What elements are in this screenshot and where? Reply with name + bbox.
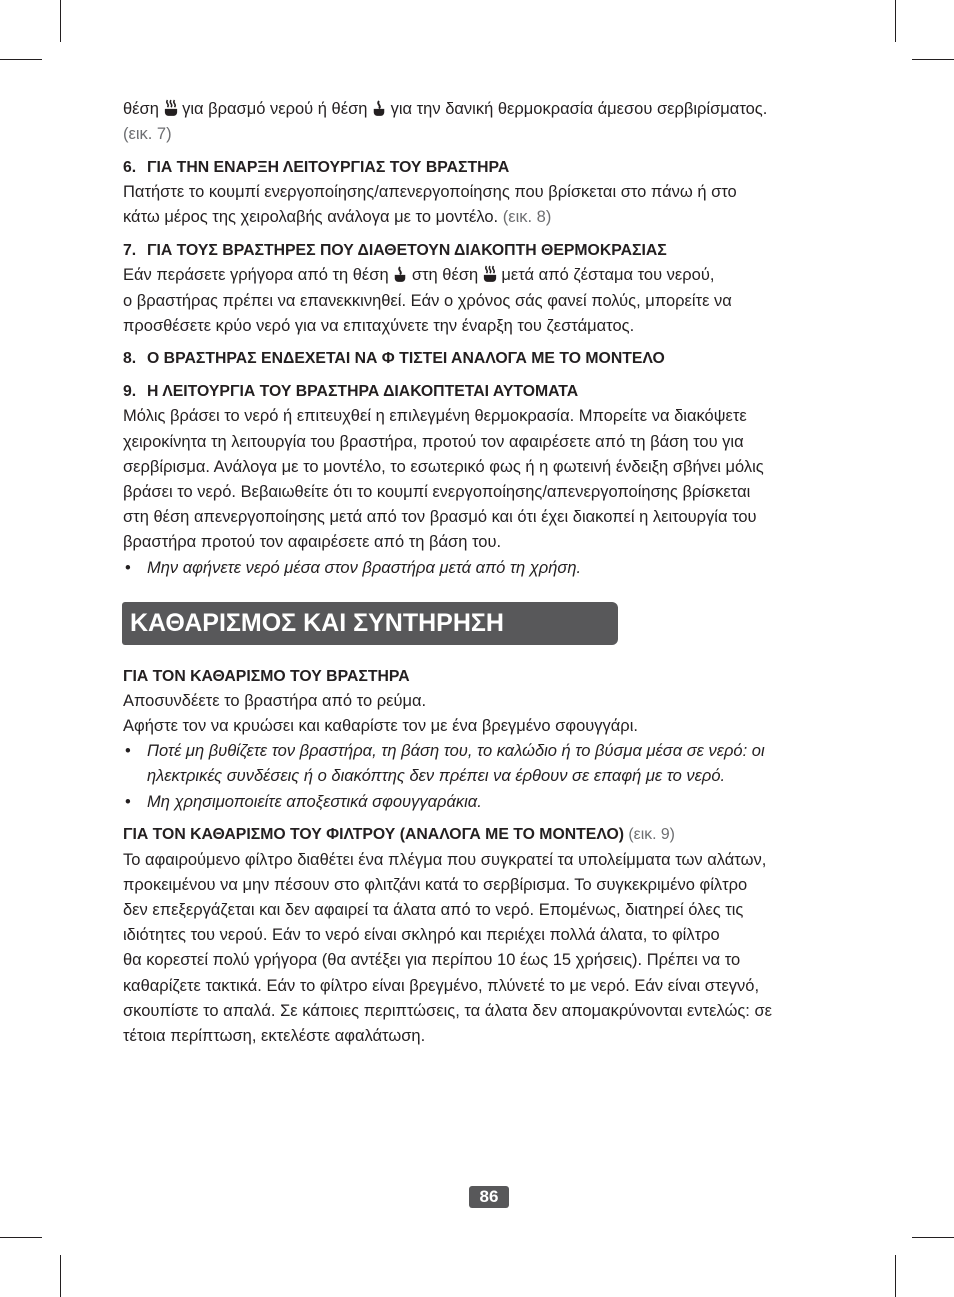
figure-reference: (εικ. 9) (628, 826, 675, 844)
section-heading-8 (123, 346, 863, 371)
bullet-text: Ποτέ μη βυθίζετε τον βραστήρα, τη βάση του, το καλώδιο ή το βύσμα μέσα σε νερό: οι (147, 742, 765, 761)
intro-figure-line (123, 122, 863, 147)
section-heading-6 (123, 155, 863, 180)
warm-setting-icon (393, 265, 407, 283)
page-number-badge (469, 1186, 509, 1208)
intro-text-segment: θέση (123, 100, 159, 118)
crop-mark-top-right-horizontal (912, 59, 954, 60)
figure-reference: (εικ. 7) (123, 125, 172, 144)
body-text-line: Αποσυνδέετε το βραστήρα από το ρεύμα. (123, 691, 427, 710)
crop-mark-top-left-horizontal (0, 59, 42, 60)
crop-mark-bottom-right-horizontal (912, 1237, 954, 1238)
body-text-line (123, 205, 863, 230)
bullet-text: Μη χρησιμοποιείτε αποξεστικά σφουγγαράκια. (147, 792, 482, 811)
section-title: Ο ΒΡΑΣΤΗΡΑΣ ΕΝΔΕΧΕΤΑΙ ΝΑ Φ ΤΙΣΤΕΙ ΑΝΑΛΟΓΑ ΜΕ ΤΟ ΜΟΝΤΕΛΟ (147, 350, 665, 368)
section-heading-7 (123, 238, 863, 263)
body-text-line: θα κορεστεί πολύ γρήγορα (θα αντέξει για περίπου 10 έως 15 χρήσεις). Πρέπει να το (123, 951, 741, 970)
section-banner-title: ΚΑΘΑΡΙΣΜΟΣ ΚΑΙ ΣΥΝΤΗΡΗΣΗ (130, 609, 504, 638)
body-text-segment: Εάν περάσετε γρήγορα από τη θέση (123, 266, 389, 285)
body-text-line: δεν επεξεργάζεται και δεν αφαιρεί τα άλατα από το νερό. Επομένως, διατηρεί όλες τις (123, 901, 744, 920)
section-number: 9. (123, 383, 137, 401)
section-number: 8. (123, 350, 137, 368)
warm-setting-icon (372, 99, 386, 117)
body-text-line (123, 263, 863, 288)
intro-text-line (123, 97, 863, 122)
body-text-line: προκειμένου να μην πέσουν στο φλιτζάνι κατά το σερβίρισμα. Το συγκεκριμένο φίλτρο (123, 875, 748, 894)
body-text-line: καθαρίζετε τακτικά. Εάν το φίλτρο είναι βρεγμένο, πλύνετέ το με νερό. Εάν είναι στεγνό, (123, 976, 760, 995)
body-text-line: χειροκίνητα τη λειτουργία του βραστήρα, προτού τον αφαιρέσετε από τη βάση του για (123, 432, 744, 451)
body-text-line: ιδιότητες του νερού. Εάν το νερό είναι σκληρό και περιέχει πολλά άλατα, το φίλτρο (123, 926, 720, 945)
section-heading-9 (123, 379, 863, 404)
body-text-line: σερβίρισμα. Ανάλογα με το μοντέλο, το εσωτερικό φως ή η φωτεινή ένδειξη σβήνει μόλις (123, 457, 764, 476)
body-text-line: τέτοια περίπτωση, εκτελέστε αφαλάτωση. (123, 1026, 426, 1045)
body-text-line: ο βραστήρας πρέπει να επανεκκινηθεί. Εάν ο χρόνος σάς φανεί πολύς, μπορείτε να (123, 291, 732, 310)
bullet-text: Μην αφήνετε νερό μέσα στον βραστήρα μετά από τη χρήση. (147, 558, 582, 577)
bullet-continuation: ηλεκτρικές συνδέσεις ή ο διακόπτης δεν πρέπει να έρθουν σε επαφή με το νερό. (147, 767, 726, 786)
subsection-heading-kettle: ΓΙΑ ΤΟΝ ΚΑΘΑΡΙΣΜΟ ΤΟΥ ΒΡΑΣΤΗΡΑ (123, 667, 410, 685)
crop-mark-bottom-right-vertical (895, 1255, 896, 1297)
body-text-line: προσθέσετε κρύο νερό για να επιταχύνετε την έναρξη του ζεστάματος. (123, 316, 635, 335)
bullet-item (123, 556, 863, 581)
bullet-marker: • (125, 742, 131, 761)
body-text-line: Μόλις βράσει το νερό ή επιτευχθεί η επιλεγμένη θερμοκρασία. Μπορείτε να διακόψετε (123, 407, 747, 426)
section-number: 6. (123, 158, 137, 176)
body-text-segment: μετά από ζέσταμα του νερού, (501, 266, 715, 285)
body-text-line: Αφήστε τον να κρυώσει και καθαρίστε τον με ένα βρεγμένο σφουγγάρι. (123, 717, 638, 736)
section-title: ΓΙΑ ΤΟΥΣ ΒΡΑΣΤΗΡΕΣ ΠΟΥ ΔΙΑΘΕΤΟΥΝ ΔΙΑΚΟΠΤΗ ΘΕΡΜΟΚΡΑΣΙΑΣ (147, 242, 667, 260)
body-text-line: Το αφαιρούμενο φίλτρο διαθέτει ένα πλέγμα που συγκρατεί τα υπολείμματα των αλάτων, (123, 850, 767, 869)
body-text-line: σκουπίστε το απαλά. Σε κάποιες περιπτώσεις, τα άλατα δεν απομακρύνονται εντελώς: σε (123, 1001, 772, 1020)
bullet-item (123, 739, 863, 764)
section-title: ΓΙΑ ΤΗΝ ΕΝΑΡΞΗ ΛΕΙΤΟΥΡΓΙΑΣ ΤΟΥ ΒΡΑΣΤΗΡΑ (147, 158, 510, 176)
subsection-title: ΓΙΑ ΤΟΝ ΚΑΘΑΡΙΣΜΟ ΤΟΥ ΦΙΛΤΡΟΥ (ΑΝΑΛΟΓΑ ΜΕ ΤΟ ΜΟΝΤΕΛΟ) (123, 826, 624, 844)
bullet-item (123, 790, 863, 815)
page-number: 86 (479, 1187, 499, 1206)
intro-text-segment: για βρασμό νερού ή θέση (182, 100, 368, 118)
crop-mark-top-right-vertical (895, 0, 896, 42)
figure-reference: (εικ. 8) (502, 208, 552, 227)
bullet-marker: • (125, 792, 131, 811)
boil-setting-icon (164, 99, 178, 117)
subsection-heading-filter (123, 822, 863, 847)
body-text-line: βράσει το νερό. Βεβαιωθείτε ότι το κουμπί ενεργοποίησης/απενεργοποίησης βρίσκεται (123, 483, 751, 501)
boil-setting-icon (483, 265, 497, 283)
section-title: Η ΛΕΙΤΟΥΡΓΙΑ ΤΟΥ ΒΡΑΣΤΗΡΑ ΔΙΑΚΟΠΤΕΤΑΙ ΑΥΤΟΜΑΤΑ (147, 383, 579, 401)
body-text-line: βραστήρα προτού τον αφαιρέσετε από τη βάση του. (123, 533, 502, 552)
page-content (123, 97, 863, 1049)
section-banner (122, 602, 618, 645)
body-text-segment: κάτω μέρος της χειρολαβής ανάλογα με το μοντέλο. (123, 208, 499, 227)
body-text-line: Πατήστε το κουμπί ενεργοποίησης/απενεργοποίησης που βρίσκεται στο πάνω ή στο (123, 183, 737, 202)
body-text-line: στη θέση απενεργοποίησης μετά από τον βρασμό και ότι έχει διακοπεί η λειτουργία του (123, 508, 757, 527)
crop-mark-bottom-left-vertical (60, 1255, 61, 1297)
section-number: 7. (123, 242, 137, 260)
body-text-segment: στη θέση (411, 266, 479, 285)
crop-mark-top-left-vertical (60, 0, 61, 42)
bullet-marker: • (125, 558, 131, 577)
intro-text-segment: για την δανική θερμοκρασία άμεσου σερβιρίσματος. (390, 100, 768, 118)
crop-mark-bottom-left-horizontal (0, 1237, 42, 1238)
